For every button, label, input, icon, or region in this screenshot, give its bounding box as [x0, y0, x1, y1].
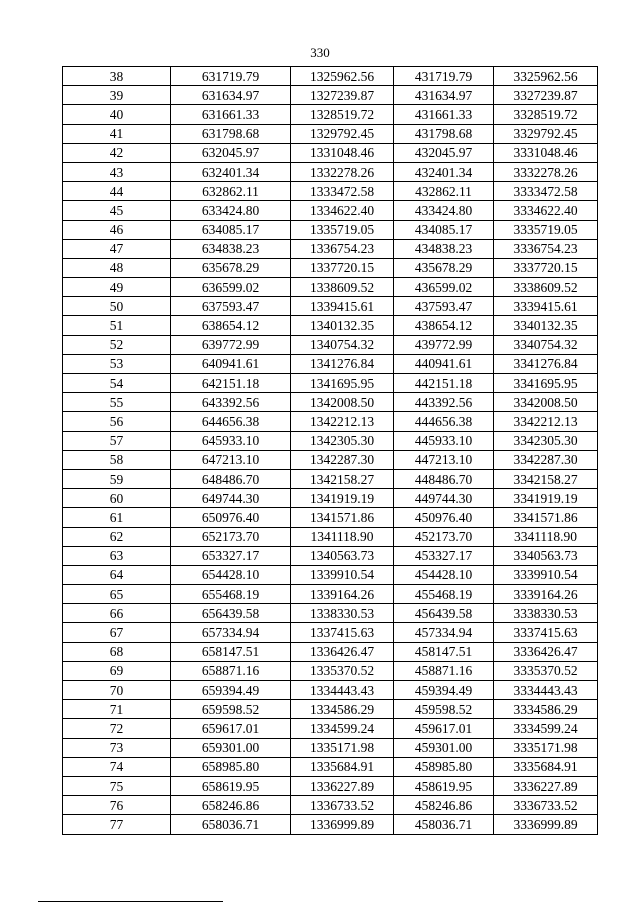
y2-coordinate-cell: 3331048.46	[494, 143, 598, 162]
point-number-cell: 40	[63, 105, 171, 124]
table-row	[63, 681, 598, 700]
table-row	[63, 661, 598, 680]
point-number-cell: 65	[63, 585, 171, 604]
x2-coordinate-cell: 458619.95	[394, 776, 494, 795]
table-row	[63, 604, 598, 623]
table-row	[63, 796, 598, 815]
y2-coordinate-cell: 3335171.98	[494, 738, 598, 757]
y2-coordinate-cell: 3339164.26	[494, 585, 598, 604]
point-number-cell: 48	[63, 258, 171, 277]
table-row	[63, 489, 598, 508]
y2-coordinate-cell: 3338609.52	[494, 278, 598, 297]
x-coordinate-cell: 658147.51	[171, 642, 291, 661]
x2-coordinate-cell: 432401.34	[394, 162, 494, 181]
x2-coordinate-cell: 459598.52	[394, 700, 494, 719]
table-row	[63, 335, 598, 354]
table-row	[63, 86, 598, 105]
y2-coordinate-cell: 3325962.56	[494, 67, 598, 86]
table-row	[63, 143, 598, 162]
x-coordinate-cell: 658985.80	[171, 757, 291, 776]
y2-coordinate-cell: 3335684.91	[494, 757, 598, 776]
x-coordinate-cell: 631798.68	[171, 124, 291, 143]
y-coordinate-cell: 1328519.72	[291, 105, 394, 124]
x2-coordinate-cell: 455468.19	[394, 585, 494, 604]
x-coordinate-cell: 638654.12	[171, 316, 291, 335]
x2-coordinate-cell: 453327.17	[394, 546, 494, 565]
y2-coordinate-cell: 3342305.30	[494, 431, 598, 450]
y-coordinate-cell: 1336227.89	[291, 776, 394, 795]
x-coordinate-cell: 632401.34	[171, 162, 291, 181]
x2-coordinate-cell: 439772.99	[394, 335, 494, 354]
x2-coordinate-cell: 448486.70	[394, 469, 494, 488]
y2-coordinate-cell: 3340754.32	[494, 335, 598, 354]
page-number: 330	[310, 45, 330, 60]
x-coordinate-cell: 642151.18	[171, 374, 291, 393]
table-row	[63, 278, 598, 297]
y2-coordinate-cell: 3332278.26	[494, 162, 598, 181]
table-row	[63, 815, 598, 834]
y-coordinate-cell: 1341571.86	[291, 508, 394, 527]
x2-coordinate-cell: 431798.68	[394, 124, 494, 143]
y2-coordinate-cell: 3341695.95	[494, 374, 598, 393]
point-number-cell: 46	[63, 220, 171, 239]
point-number-cell: 59	[63, 469, 171, 488]
x-coordinate-cell: 634838.23	[171, 239, 291, 258]
y-coordinate-cell: 1335370.52	[291, 661, 394, 680]
point-number-cell: 66	[63, 604, 171, 623]
x-coordinate-cell: 658036.71	[171, 815, 291, 834]
y-coordinate-cell: 1336754.23	[291, 239, 394, 258]
x-coordinate-cell: 632045.97	[171, 143, 291, 162]
y2-coordinate-cell: 3336999.89	[494, 815, 598, 834]
x2-coordinate-cell: 444656.38	[394, 412, 494, 431]
x2-coordinate-cell: 437593.47	[394, 297, 494, 316]
y2-coordinate-cell: 3336426.47	[494, 642, 598, 661]
y-coordinate-cell: 1334622.40	[291, 201, 394, 220]
point-number-cell: 60	[63, 489, 171, 508]
table-row	[63, 124, 598, 143]
table-row	[63, 393, 598, 412]
point-number-cell: 72	[63, 719, 171, 738]
y2-coordinate-cell: 3342287.30	[494, 450, 598, 469]
x2-coordinate-cell: 433424.80	[394, 201, 494, 220]
table-row	[63, 67, 598, 86]
y-coordinate-cell: 1333472.58	[291, 182, 394, 201]
x-coordinate-cell: 652173.70	[171, 527, 291, 546]
y2-coordinate-cell: 3340132.35	[494, 316, 598, 335]
y-coordinate-cell: 1340754.32	[291, 335, 394, 354]
x-coordinate-cell: 643392.56	[171, 393, 291, 412]
point-number-cell: 76	[63, 796, 171, 815]
point-number-cell: 52	[63, 335, 171, 354]
y-coordinate-cell: 1341695.95	[291, 374, 394, 393]
point-number-cell: 47	[63, 239, 171, 258]
y-coordinate-cell: 1342158.27	[291, 469, 394, 488]
table-row	[63, 469, 598, 488]
y-coordinate-cell: 1336426.47	[291, 642, 394, 661]
x-coordinate-cell: 631719.79	[171, 67, 291, 86]
y-coordinate-cell: 1342287.30	[291, 450, 394, 469]
point-number-cell: 54	[63, 374, 171, 393]
point-number-cell: 63	[63, 546, 171, 565]
y-coordinate-cell: 1336999.89	[291, 815, 394, 834]
table-row	[63, 220, 598, 239]
x-coordinate-cell: 653327.17	[171, 546, 291, 565]
x2-coordinate-cell: 452173.70	[394, 527, 494, 546]
y2-coordinate-cell: 3341919.19	[494, 489, 598, 508]
x-coordinate-cell: 659617.01	[171, 719, 291, 738]
table-row	[63, 412, 598, 431]
table-row	[63, 316, 598, 335]
x-coordinate-cell: 659598.52	[171, 700, 291, 719]
table-row	[63, 738, 598, 757]
table-row	[63, 201, 598, 220]
x2-coordinate-cell: 443392.56	[394, 393, 494, 412]
point-number-cell: 50	[63, 297, 171, 316]
y2-coordinate-cell: 3334622.40	[494, 201, 598, 220]
x2-coordinate-cell: 438654.12	[394, 316, 494, 335]
y-coordinate-cell: 1337720.15	[291, 258, 394, 277]
point-number-cell: 56	[63, 412, 171, 431]
x-coordinate-cell: 632862.11	[171, 182, 291, 201]
x2-coordinate-cell: 449744.30	[394, 489, 494, 508]
y2-coordinate-cell: 3341276.84	[494, 354, 598, 373]
x2-coordinate-cell: 432045.97	[394, 143, 494, 162]
table-row	[63, 450, 598, 469]
footnote-rule	[38, 901, 223, 902]
x-coordinate-cell: 658871.16	[171, 661, 291, 680]
x-coordinate-cell: 644656.38	[171, 412, 291, 431]
y2-coordinate-cell: 3329792.45	[494, 124, 598, 143]
y-coordinate-cell: 1341276.84	[291, 354, 394, 373]
point-number-cell: 68	[63, 642, 171, 661]
point-number-cell: 53	[63, 354, 171, 373]
y2-coordinate-cell: 3334443.43	[494, 681, 598, 700]
x-coordinate-cell: 654428.10	[171, 565, 291, 584]
x-coordinate-cell: 648486.70	[171, 469, 291, 488]
y2-coordinate-cell: 3338330.53	[494, 604, 598, 623]
x2-coordinate-cell: 458871.16	[394, 661, 494, 680]
table-row	[63, 623, 598, 642]
y-coordinate-cell: 1335684.91	[291, 757, 394, 776]
x-coordinate-cell: 634085.17	[171, 220, 291, 239]
point-number-cell: 74	[63, 757, 171, 776]
point-number-cell: 55	[63, 393, 171, 412]
x2-coordinate-cell: 447213.10	[394, 450, 494, 469]
y2-coordinate-cell: 3341571.86	[494, 508, 598, 527]
x2-coordinate-cell: 450976.40	[394, 508, 494, 527]
y2-coordinate-cell: 3339910.54	[494, 565, 598, 584]
y2-coordinate-cell: 3341118.90	[494, 527, 598, 546]
y-coordinate-cell: 1335171.98	[291, 738, 394, 757]
table-row	[63, 162, 598, 181]
x-coordinate-cell: 645933.10	[171, 431, 291, 450]
point-number-cell: 45	[63, 201, 171, 220]
table-row	[63, 585, 598, 604]
x-coordinate-cell: 631634.97	[171, 86, 291, 105]
y2-coordinate-cell: 3335370.52	[494, 661, 598, 680]
y2-coordinate-cell: 3334586.29	[494, 700, 598, 719]
x2-coordinate-cell: 456439.58	[394, 604, 494, 623]
point-number-cell: 57	[63, 431, 171, 450]
table-row	[63, 527, 598, 546]
x-coordinate-cell: 659394.49	[171, 681, 291, 700]
y-coordinate-cell: 1340132.35	[291, 316, 394, 335]
y2-coordinate-cell: 3327239.87	[494, 86, 598, 105]
point-number-cell: 67	[63, 623, 171, 642]
x2-coordinate-cell: 436599.02	[394, 278, 494, 297]
point-number-cell: 71	[63, 700, 171, 719]
y2-coordinate-cell: 3337415.63	[494, 623, 598, 642]
table-row	[63, 258, 598, 277]
y2-coordinate-cell: 3333472.58	[494, 182, 598, 201]
y-coordinate-cell: 1334586.29	[291, 700, 394, 719]
y-coordinate-cell: 1336733.52	[291, 796, 394, 815]
table-row	[63, 642, 598, 661]
y2-coordinate-cell: 3336754.23	[494, 239, 598, 258]
coordinates-table-body	[63, 67, 598, 835]
x-coordinate-cell: 639772.99	[171, 335, 291, 354]
x2-coordinate-cell: 459394.49	[394, 681, 494, 700]
y2-coordinate-cell: 3336733.52	[494, 796, 598, 815]
x2-coordinate-cell: 432862.11	[394, 182, 494, 201]
point-number-cell: 69	[63, 661, 171, 680]
x-coordinate-cell: 636599.02	[171, 278, 291, 297]
table-row	[63, 565, 598, 584]
x2-coordinate-cell: 459617.01	[394, 719, 494, 738]
x-coordinate-cell: 659301.00	[171, 738, 291, 757]
y2-coordinate-cell: 3328519.72	[494, 105, 598, 124]
table-row	[63, 105, 598, 124]
y-coordinate-cell: 1339164.26	[291, 585, 394, 604]
y-coordinate-cell: 1335719.05	[291, 220, 394, 239]
x2-coordinate-cell: 458985.80	[394, 757, 494, 776]
y-coordinate-cell: 1329792.45	[291, 124, 394, 143]
y2-coordinate-cell: 3340563.73	[494, 546, 598, 565]
table-row	[63, 508, 598, 527]
point-number-cell: 44	[63, 182, 171, 201]
x2-coordinate-cell: 445933.10	[394, 431, 494, 450]
y-coordinate-cell: 1334599.24	[291, 719, 394, 738]
y-coordinate-cell: 1339415.61	[291, 297, 394, 316]
x2-coordinate-cell: 458246.86	[394, 796, 494, 815]
point-number-cell: 75	[63, 776, 171, 795]
y-coordinate-cell: 1342212.13	[291, 412, 394, 431]
point-number-cell: 38	[63, 67, 171, 86]
y-coordinate-cell: 1341118.90	[291, 527, 394, 546]
y2-coordinate-cell: 3334599.24	[494, 719, 598, 738]
x-coordinate-cell: 650976.40	[171, 508, 291, 527]
y-coordinate-cell: 1338330.53	[291, 604, 394, 623]
y2-coordinate-cell: 3342212.13	[494, 412, 598, 431]
table-row	[63, 719, 598, 738]
x2-coordinate-cell: 434838.23	[394, 239, 494, 258]
point-number-cell: 41	[63, 124, 171, 143]
x-coordinate-cell: 658619.95	[171, 776, 291, 795]
table-row	[63, 182, 598, 201]
x2-coordinate-cell: 442151.18	[394, 374, 494, 393]
point-number-cell: 42	[63, 143, 171, 162]
table-row	[63, 297, 598, 316]
point-number-cell: 77	[63, 815, 171, 834]
y2-coordinate-cell: 3342158.27	[494, 469, 598, 488]
coordinates-table	[62, 66, 598, 835]
x2-coordinate-cell: 435678.29	[394, 258, 494, 277]
x-coordinate-cell: 649744.30	[171, 489, 291, 508]
point-number-cell: 61	[63, 508, 171, 527]
table-row	[63, 546, 598, 565]
x-coordinate-cell: 637593.47	[171, 297, 291, 316]
x-coordinate-cell: 631661.33	[171, 105, 291, 124]
table-row	[63, 757, 598, 776]
point-number-cell: 58	[63, 450, 171, 469]
y-coordinate-cell: 1337415.63	[291, 623, 394, 642]
x2-coordinate-cell: 459301.00	[394, 738, 494, 757]
y-coordinate-cell: 1342305.30	[291, 431, 394, 450]
y2-coordinate-cell: 3335719.05	[494, 220, 598, 239]
x-coordinate-cell: 647213.10	[171, 450, 291, 469]
y2-coordinate-cell: 3337720.15	[494, 258, 598, 277]
x2-coordinate-cell: 457334.94	[394, 623, 494, 642]
point-number-cell: 73	[63, 738, 171, 757]
point-number-cell: 70	[63, 681, 171, 700]
table-row	[63, 776, 598, 795]
point-number-cell: 43	[63, 162, 171, 181]
point-number-cell: 39	[63, 86, 171, 105]
y-coordinate-cell: 1325962.56	[291, 67, 394, 86]
y-coordinate-cell: 1331048.46	[291, 143, 394, 162]
table-row	[63, 239, 598, 258]
x-coordinate-cell: 655468.19	[171, 585, 291, 604]
point-number-cell: 51	[63, 316, 171, 335]
y-coordinate-cell: 1340563.73	[291, 546, 394, 565]
point-number-cell: 62	[63, 527, 171, 546]
y2-coordinate-cell: 3339415.61	[494, 297, 598, 316]
x-coordinate-cell: 658246.86	[171, 796, 291, 815]
point-number-cell: 49	[63, 278, 171, 297]
x-coordinate-cell: 640941.61	[171, 354, 291, 373]
y2-coordinate-cell: 3336227.89	[494, 776, 598, 795]
x-coordinate-cell: 656439.58	[171, 604, 291, 623]
y-coordinate-cell: 1332278.26	[291, 162, 394, 181]
x2-coordinate-cell: 431719.79	[394, 67, 494, 86]
y-coordinate-cell: 1338609.52	[291, 278, 394, 297]
y2-coordinate-cell: 3342008.50	[494, 393, 598, 412]
point-number-cell: 64	[63, 565, 171, 584]
y-coordinate-cell: 1327239.87	[291, 86, 394, 105]
y-coordinate-cell: 1342008.50	[291, 393, 394, 412]
x-coordinate-cell: 657334.94	[171, 623, 291, 642]
y-coordinate-cell: 1341919.19	[291, 489, 394, 508]
x2-coordinate-cell: 431661.33	[394, 105, 494, 124]
table-row	[63, 374, 598, 393]
x-coordinate-cell: 635678.29	[171, 258, 291, 277]
x2-coordinate-cell: 440941.61	[394, 354, 494, 373]
x2-coordinate-cell: 458036.71	[394, 815, 494, 834]
table-row	[63, 354, 598, 373]
y-coordinate-cell: 1339910.54	[291, 565, 394, 584]
x2-coordinate-cell: 431634.97	[394, 86, 494, 105]
x2-coordinate-cell: 454428.10	[394, 565, 494, 584]
table-row	[63, 700, 598, 719]
x2-coordinate-cell: 434085.17	[394, 220, 494, 239]
x-coordinate-cell: 633424.80	[171, 201, 291, 220]
y-coordinate-cell: 1334443.43	[291, 681, 394, 700]
x2-coordinate-cell: 458147.51	[394, 642, 494, 661]
table-row	[63, 431, 598, 450]
